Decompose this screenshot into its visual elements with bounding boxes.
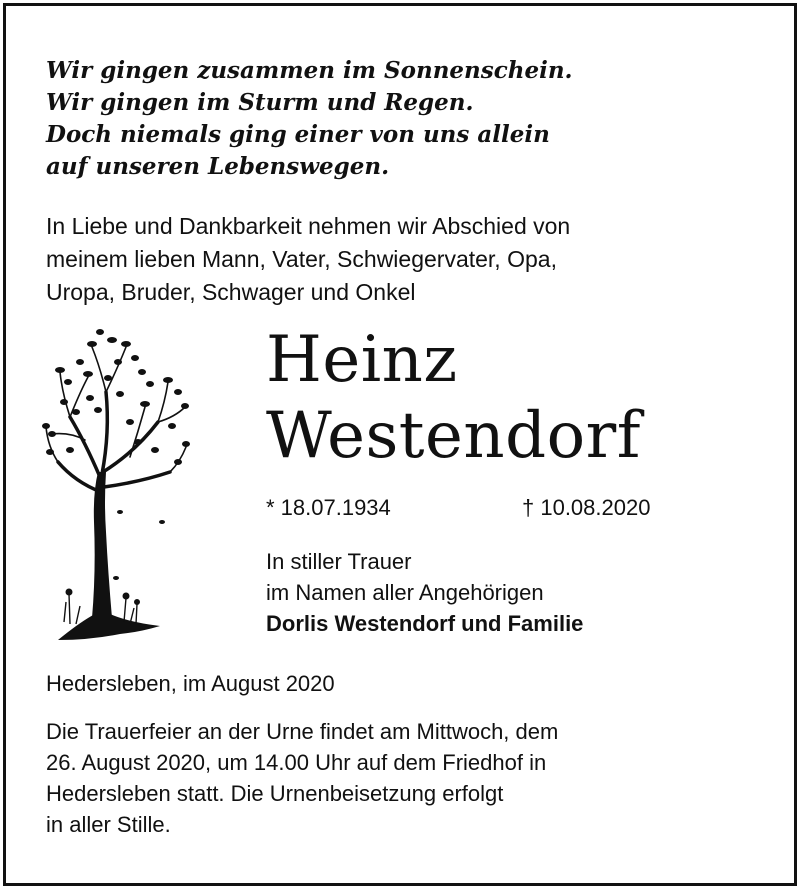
mourners-line: In stiller Trauer xyxy=(266,549,412,574)
ceremony-line: 26. August 2020, um 14.00 Uhr auf dem Friedhof in xyxy=(46,750,547,775)
first-name: Heinz xyxy=(266,323,458,397)
deceased-name xyxy=(266,322,641,474)
poem-line: Wir gingen zusammen im Sonnenschein. xyxy=(46,57,573,84)
tree-silhouette-icon xyxy=(40,322,190,652)
ceremony-info xyxy=(46,716,766,840)
poem-line: Wir gingen im Sturm und Regen. xyxy=(46,89,474,116)
mourners-block xyxy=(266,546,766,639)
ceremony-line: Hedersleben statt. Die Urnenbeisetzung erfolgt xyxy=(46,781,504,806)
intro-line: Uropa, Bruder, Schwager und Onkel xyxy=(46,279,416,305)
intro-line: meinem lieben Mann, Vater, Schwiegervater, Opa, xyxy=(46,246,557,272)
last-name: Westendorf xyxy=(266,399,641,473)
ceremony-line: Die Trauerfeier an der Urne findet am Mittwoch, dem xyxy=(46,719,559,744)
ceremony-line: in aller Stille. xyxy=(46,812,171,837)
intro-text xyxy=(46,210,746,309)
poem-line: Doch niemals ging einer von uns allein xyxy=(46,121,550,148)
poem-line: auf unseren Lebenswegen. xyxy=(46,153,390,180)
death-date: † 10.08.2020 xyxy=(522,495,651,520)
poem xyxy=(46,55,646,183)
place-date: Hedersleben, im August 2020 xyxy=(46,671,335,696)
intro-line: In Liebe und Dankbarkeit nehmen wir Abschied von xyxy=(46,213,571,239)
mourners-signature: Dorlis Westendorf und Familie xyxy=(266,611,584,636)
mourners-line: im Namen aller Angehörigen xyxy=(266,580,544,605)
birth-date: * 18.07.1934 xyxy=(266,495,391,520)
